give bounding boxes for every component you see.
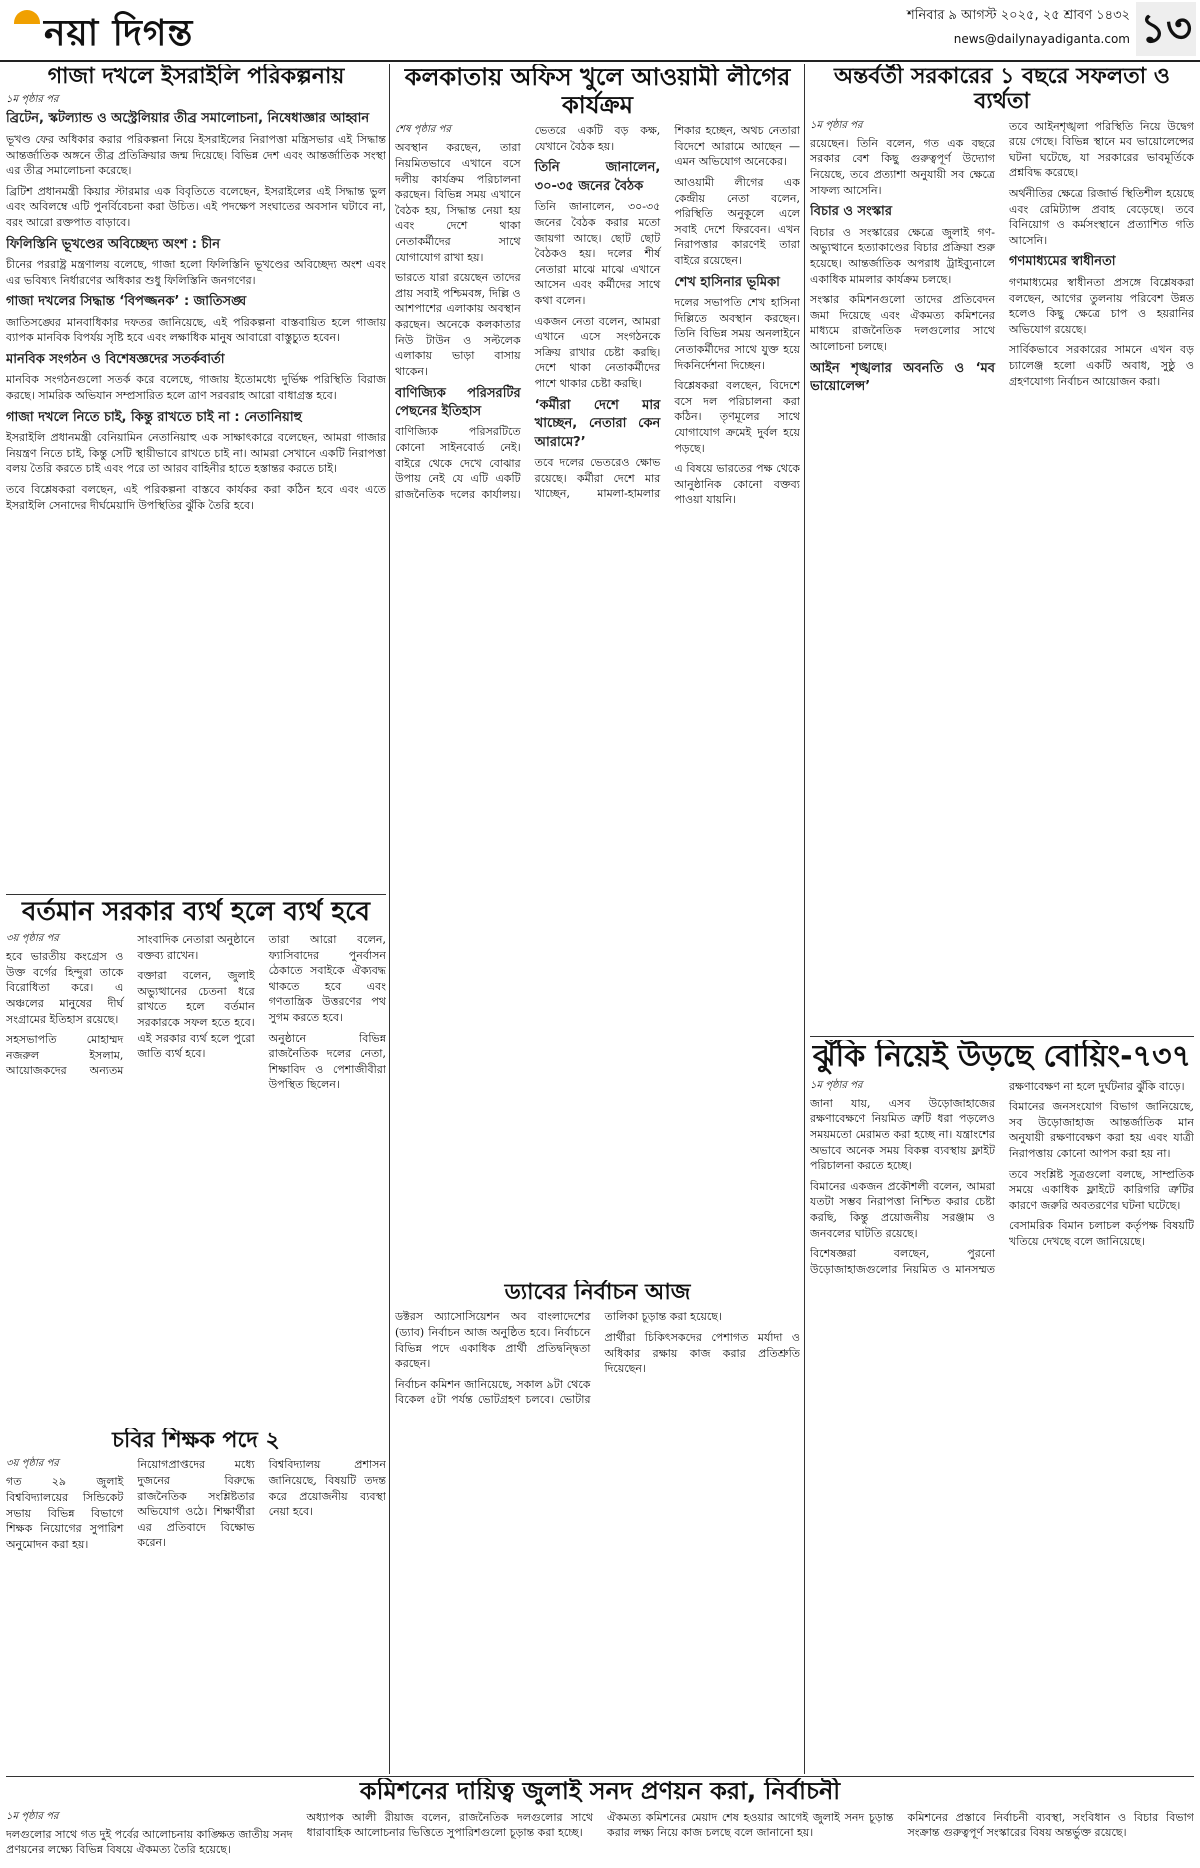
headline: বর্তমান সরকার ব্যর্থ হলে ব্যর্থ হবে [22,898,370,927]
article-body [6,1457,386,1757]
paragraph: ডক্টরস অ্যাসোসিয়েশন অব বাংলাদেশের (ড্যাব) নির্বাচন আজ অনুষ্ঠিত হবে। নির্বাচনে বিভিন্ন পদে একাধিক প্রার্থী প্রতিদ্বন্দ্বিতা করছেন। [395,1310,591,1371]
subhead: ব্রিটেন, স্কটল্যান্ড ও অস্ট্রেলিয়ার তীব্র সমালোচনা, নিষেধাজ্ঞার আহ্বান [6,111,370,127]
article-interim-govt [810,64,1194,1034]
subhead: আইন শৃঙ্খলার অবনতি ও ‘মব ভায়োলেন্স’ [810,360,995,394]
paragraph: দলগুলোর সাথে গত দুই পর্বের আলোচনায় কাঙ্ক্ষিত জাতীয় সনদ প্রণয়নের লক্ষ্যে বিভিন্ন বিষয়ে ঐকমত্য তৈরি হয়েছে। [6,1827,293,1857]
continued-label: ১ম পৃষ্ঠার পর [810,119,863,131]
article-gaza [6,64,386,890]
paragraph: বিমানের একজন প্রকৌশলী বলেন, আমরা যতটা সম্ভব নিরাপত্তা নিশ্চিত করার চেষ্টা করছি, কিন্তু প্রয়োজনীয় সরঞ্জাম ও জনবলের ঘাটতি রয়েছে। [810,1179,995,1240]
paragraph: তবে বিশ্লেষকরা বলছেন, এই পরিকল্পনা বাস্তবে কার্যকর করা কঠিন হবে এবং এতে ইসরাইলি সেনাদের দীর্ঘমেয়াদি উপস্থিতির ঝুঁকি তৈরি হবে। [6,482,386,512]
paragraph: একজন নেতা বলেন, আমরা এখানে এসে সংগঠনকে সক্রিয় রাখার চেষ্টা করছি। দেশে থাকা নেতাকর্মীদের পাশে থাকার চেষ্টা করছি। [534,314,661,391]
paragraph: সহসভাপতি মোহাম্মদ নজরুল ইসলাম, আয়োজকদের অন্যতম সাংবাদিক নেতারা অনুষ্ঠানে বক্তব্য রাখেন। [6,932,255,1078]
horizontal-rule [6,894,386,895]
paragraph: বিশেষজ্ঞরা বলছেন, পুরনো উড়োজাহাজগুলোর নিয়মিত ও মানসম্মত রক্ষণাবেক্ষণ না হলে দুর্ঘটনার ঝুঁকি বাড়ে। [810,1079,1185,1276]
sun-icon [14,10,40,24]
paragraph: জানা যায়, এসব উড়োজাহাজের রক্ষণাবেক্ষণে নিয়মিত ত্রুটি ধরা পড়লেও সময়মতো মেরামত করা হচ্ছে না। যন্ত্রাংশের অভাবে অনেক সময় বিকল্প ব্যবস্থায় ফ্লাইট পরিচালনা করতে হচ্ছে। [810,1096,995,1173]
subhead: শেখ হাসিনার ভূমিকা [674,274,780,290]
masthead [0,0,1200,62]
paragraph: বিশ্ববিদ্যালয় প্রশাসন জানিয়েছে, বিষয়টি তদন্ত করে প্রয়োজনীয় ব্যবস্থা নেয়া হবে। [268,1458,386,1519]
article-body [6,1810,1194,1858]
paragraph: বেসামরিক বিমান চলাচল কর্তৃপক্ষ বিষয়টি খতিয়ে দেখছে বলে জানিয়েছে। [1009,1219,1194,1248]
headline: চবির শিক্ষক পদে ২ [112,1428,280,1453]
continued-label: ৩য় পৃষ্ঠার পর [6,1458,59,1470]
paragraph: অধ্যাপক আলী রীয়াজ বলেন, রাজনৈতিক দলগুলোর সাথে ধারাবাহিক আলোচনার ভিত্তিতে সুপারিশগুলো চূড়ান্ত করা হচ্ছে। [306,1810,593,1840]
page-number: ১৩ [1136,2,1196,56]
subhead: ‘কর্মীরা দেশে মার খাচ্ছেন, নেতারা কেন আরামে?’ [534,397,661,450]
paragraph: ঐকমত্য কমিশনের মেয়াদ শেষ হওয়ার আগেই জুলাই সনদ চূড়ান্ত করার লক্ষ্য নিয়ে কাজ চলছে বলে জানানো হয়। [607,1810,894,1840]
headline: ড্যাবের নির্বাচন আজ [504,1280,691,1305]
paragraph: অবস্থান করছেন, তারা নিয়মিতভাবে এখানে বসে দলীয় কার্যক্রম পরিচালনা করছেন। বিভিন্ন সময় এখানে বৈঠক হয়, সিদ্ধান্ত নেয়া হয় এবং দেশে থাকা নেতাকর্মীদের সাথে যোগাযোগ রাখা হয়। [395,141,521,264]
paragraph: বিমানের জনসংযোগ বিভাগ জানিয়েছে, সব উড়োজাহাজ আন্তর্জাতিক মান অনুযায়ী রক্ষণাবেক্ষণ করা হয় এবং যাত্রী নিরাপত্তায় কোনো আপস করা হয় না। [1009,1100,1194,1160]
dateline: শনিবার ৯ আগস্ট ২০২৫, ২৫ শ্রাবণ ১৪৩২ [907,8,1130,23]
subhead: ফিলিস্তিনি ভূখণ্ডের অবিচ্ছেদ্য অংশ : চীন [6,236,221,252]
column-rule [804,64,805,1774]
subhead: তিনি জানালেন, ৩০-৩৫ জনের বৈঠক [534,160,661,194]
paragraph: অর্থনীতির ক্ষেত্রে রিজার্ভ স্থিতিশীল হয়েছে এবং রেমিট্যান্স প্রবাহ বেড়েছে। তবে বিনিয়োগ ও কর্মসংস্থানে প্রত্যাশিত গতি আসেনি। [1009,187,1194,247]
paragraph: জাতিসঙ্ঘের মানবাধিকার দফতর জানিয়েছে, এই পরিকল্পনা বাস্তবায়িত হলে গাজায় ব্যাপক মানবিক বিপর্যয় সৃষ্টি হবে এবং লক্ষাধিক মানুষ আবারো বাস্তুচ্যুত হবেন। [6,315,386,345]
article-boeing [810,1040,1194,1775]
logo-text: নয়া দিগন্ত [44,13,194,54]
paragraph: চীনের পররাষ্ট্র মন্ত্রণালয় বলেছে, গাজা হলো ফিলিস্তিনি ভূখণ্ডের অবিচ্ছেদ্য অংশ এবং এর ভবিষ্যৎ নির্ধারণের অধিকার শুধু ফিলিস্তিনি জনগণের। [6,258,386,287]
paragraph: নিয়োগপ্রাপ্তদের মধ্যে দুজনের বিরুদ্ধে রাজনৈতিক সংশ্লিষ্টতার অভিযোগ ওঠে। শিক্ষার্থীরা এর প্রতিবাদে বিক্ষোভ করেন। [137,1458,255,1550]
subhead: বাণিজ্যিক পরিসরটির পেছনের ইতিহাস [395,385,521,419]
paragraph: সার্বিকভাবে সরকারের সামনে এখন বড় চ্যালেঞ্জ হলো একটি অবাধ, সুষ্ঠু ও গ্রহণযোগ্য নির্বাচন আয়োজন করা। [1009,343,1194,388]
paragraph: বিচার ও সংস্কারের ক্ষেত্রে জুলাই গণ-অভ্যুত্থানে হত্যাকাণ্ডের বিচার প্রক্রিয়া শুরু হয়েছে। আন্তর্জাতিক অপরাধ ট্রাইব্যুনালে একাধিক মামলার কার্যক্রম চলছে। [810,225,995,286]
continued-label: ৩য় পৃষ্ঠার পর [6,932,59,944]
paragraph: বাণিজ্যিক পরিসরটিতে কোনো সাইনবোর্ড নেই। বাইরে থেকে দেখে বোঝার উপায় নেই যে এটি একটি রাজনৈতিক দলের কার্যালয়। ভেতরে একটি বড় কক্ষ, যেখানে বৈঠক হয়। [395,124,661,501]
article-body [810,1079,1194,1759]
paragraph: ইসরাইলি প্রধানমন্ত্রী বেনিয়ামিন নেতানিয়াহু এক সাক্ষাৎকারে বলেছেন, আমরা গাজার নিয়ন্ত্রণ নিতে চাই, কিন্তু সেটি স্থায়ীভাবে রাখতে চাই না। আমরা সেখানে একটি নিরাপত্তা বলয় তৈরি করতে চাই এবং পরে তা আরব বাহিনীর হাতে হস্তান্তর করতে চাই। [6,431,386,476]
headline: অন্তর্বর্তী সরকারের ১ বছরে সফলতা ও ব্যর্থতা [834,64,1170,115]
paragraph: মানবিক সংগঠনগুলো সতর্ক করে বলেছে, গাজায় ইতোমধ্যে দুর্ভিক্ষ পরিস্থিতি বিরাজ করছে। সামরিক অভিযান সম্প্রসারিত হলে ত্রাণ সরবরাহ আরো বাধাগ্রস্ত হবে। [6,373,386,402]
horizontal-rule [810,1036,1194,1037]
paragraph: আওয়ামী লীগের এক কেন্দ্রীয় নেতা বলেন, পরিস্থিতি অনুকূলে এলে সবাই দেশে ফিরবেন। এখন নিরাপত্তার কারণেই তারা বাইরে রয়েছেন। [674,176,800,268]
paragraph: রয়েছেন। তিনি বলেন, গত এক বছরে সরকার বেশ কিছু গুরুত্বপূর্ণ উদ্যোগ নিয়েছে, তবে প্রত্যাশা অনুযায়ী সব ক্ষেত্রে সাফল্য আসেনি। [810,136,995,197]
headline: ঝুঁকি নিয়েই উড়ছে বোয়িং-৭৩৭ [812,1040,1192,1074]
article-body [810,119,1194,1034]
article-cu-teachers [6,1428,386,1773]
continued-label: ১ম পৃষ্ঠার পর [6,94,59,106]
paragraph: গণমাধ্যমের স্বাধীনতা প্রসঙ্গে বিশ্লেষকরা বলছেন, আগের তুলনায় পরিবেশ উন্নত হলেও কিছু ক্ষেত্রে চাপ ও হয়রানির অভিযোগ রয়েছে। [1009,275,1194,336]
article-dab-election [395,1280,800,1775]
horizontal-rule [6,1776,1194,1777]
article-body [395,1309,800,1408]
paragraph: বিশ্লেষকরা বলছেন, বিদেশে বসে দল পরিচালনা করা কঠিন। তৃণমূলের সাথে যোগাযোগ ক্রমেই দুর্বল হয়ে পড়ছে। [674,379,800,455]
paragraph: তিনি জানালেন, ৩০-৩৫ জনের বৈঠক করার মতো জায়গা আছে। ছোট ছোট বৈঠকও হয়। দলের শীর্ষ নেতারা মাঝে মাঝে এখানে আসেন এবং কর্মীদের সাথে কথা বলেন। [534,200,661,307]
paragraph: তবে আইনশৃঙ্খলা পরিস্থিতি নিয়ে উদ্বেগ রয়ে গেছে। বিভিন্ন স্থানে মব ভায়োলেন্সের ঘটনা ঘটেছে, যা সরকারের ভাবমূর্তিকে প্রশ্নবিদ্ধ করেছে। [1009,119,1194,180]
paragraph: গত ২৯ জুলাই বিশ্ববিদ্যালয়ের সিন্ডিকেট সভায় বিভিন্ন বিভাগে শিক্ষক নিয়োগের সুপারিশ অনুমোদন করা হয়। [6,1475,124,1551]
continued-label: শেষ পৃষ্ঠার পর [395,124,451,136]
continued-label: ১ম পৃষ্ঠার পর [810,1079,863,1091]
subhead: গণমাধ্যমের স্বাধীনতা [1009,254,1116,270]
paragraph: নির্বাচন কমিশন জানিয়েছে, সকাল ৯টা থেকে বিকেল ৫টা পর্যন্ত ভোটগ্রহণ চলবে। ভোটার তালিকা চূড়ান্ত করা হয়েছে। [395,1310,722,1407]
paragraph: সংস্কার কমিশনগুলো তাদের প্রতিবেদন জমা দিয়েছে এবং ঐকমত্য কমিশনের মাধ্যমে রাজনৈতিক দলগুলোর সাথে আলোচনা চলছে। [810,293,995,353]
article-body [6,93,386,518]
newspaper-logo [14,6,193,66]
paragraph: তারা আরো বলেন, ফ্যাসিবাদের পুনর্বাসন ঠেকাতে সবাইকে ঐক্যবদ্ধ থাকতে হবে এবং গণতান্ত্রিক উত্তরণের পথ সুগম করতে হবে। [268,932,386,1024]
paragraph: তবে সংশ্লিষ্ট সূত্রগুলো বলছে, সাম্প্রতিক সময়ে একাধিক ফ্লাইটে কারিগরি ত্রুটির কারণে জরুরি অবতরণের ঘটনা ঘটেছে। [1009,1167,1194,1212]
subhead: বিচার ও সংস্কার [810,204,892,220]
paragraph: দলের সভাপতি শেখ হাসিনা দিল্লিতে অবস্থান করছেন। তিনি বিভিন্ন সময় অনলাইনে নেতাকর্মীদের সাথে যুক্ত হয়ে দিকনির্দেশনা দিচ্ছেন। [674,296,800,372]
headline: কলকাতায় অফিস খুলে আওয়ামী লীগের কার্যক্রম [404,64,791,119]
subhead: মানবিক সংগঠন ও বিশেষজ্ঞদের সতর্কবার্তা [6,351,225,367]
paragraph: প্রার্থীরা চিকিৎসকদের পেশাগত মর্যাদা ও অধিকার রক্ষায় কাজ করার প্রতিশ্রুতি দিয়েছেন। [604,1330,800,1376]
paragraph: কমিশনের প্রস্তাবে নির্বাচনী ব্যবস্থা, সংবিধান ও বিচার বিভাগ সংক্রান্ত গুরুত্বপূর্ণ সংস্কারের বিষয় অন্তর্ভুক্ত রয়েছে। [907,1810,1194,1840]
article-commission [6,1778,1194,1866]
paragraph: ভারতে যারা রয়েছেন তাদের প্রায় সবাই পশ্চিমবঙ্গ, দিল্লি ও আশপাশের এলাকায় অবস্থান করছেন। অনেকে কলকাতার নিউ টাউন ও সল্টলেক এলাকায় ভাড়া বাসায় থাকেন। [395,271,521,378]
article-current-govt [6,898,386,1424]
article-body [6,932,386,1402]
subhead: গাজা দখলে নিতে চাই, কিন্তু রাখতে চাই না : নেতানিয়াহু [6,409,302,425]
website: news@dailynayadiganta.com [953,32,1130,46]
continued-label: ১ম পৃষ্ঠার পর [6,1810,59,1822]
paragraph: এ বিষয়ে ভারতের পক্ষ থেকে আনুষ্ঠানিক কোনো বক্তব্য পাওয়া যায়নি। [674,462,800,507]
paragraph: বক্তারা বলেন, জুলাই অভ্যুত্থানের চেতনা ধরে রাখতে হলে বর্তমান সরকারকে সফল হতে হবে। এই সরকার ব্যর্থ হলে পুরো জাতি ব্যর্থ হবে। [137,969,255,1061]
subhead: গাজা দখলের সিদ্ধান্ত ‘বিপজ্জনক’ : জাতিসঙ্ঘ [6,294,247,310]
headline: কমিশনের দায়িত্ব জুলাই সনদ প্রণয়ন করা, নির্বাচনী [359,1778,841,1805]
paragraph: ভূখণ্ড ফের অধিকার করার পরিকল্পনা নিয়ে ইসরাইলের নিরাপত্তা মন্ত্রিসভার এই সিদ্ধান্ত আন্তর্জাতিক অঙ্গনে তীব্র প্রতিক্রিয়ার জন্ম দিয়েছে। বিভিন্ন দেশ এবং আন্তর্জাতিক সংস্থা এর তীব্র সমালোচনা করেছে। [6,132,386,178]
paragraph: ব্রিটিশ প্রধানমন্ত্রী কিয়ার স্টারমার এক বিবৃতিতে বলেছেন, ইসরাইলের এই সিদ্ধান্ত ভুল এবং অবিলম্বে এটি পুনর্বিবেচনা করা উচিত। এই পদক্ষেপ সংঘাতের অবসান ঘটাবে না, বরং আরো রক্তপাত বাড়াবে। [6,184,386,229]
column-rule [389,64,390,1774]
paragraph: হবে ভারতীয় কংগ্রেস ও উক্ত বর্গের হিন্দুরা তাকে বিরোধিতা করে। এ অঞ্চলের মানুষের দীর্ঘ সংগ্রামের ইতিহাস রয়েছে। [6,950,124,1026]
paragraph: তবে দলের ভেতরেও ক্ষোভ রয়েছে। কর্মীরা দেশে মার খাচ্ছেন, মামলা-হামলার শিকার হচ্ছেন, অথচ নেতারা বিদেশে আরামে আছেন — এমন অভিযোগ অনেকের। [534,124,800,501]
paragraph: অনুষ্ঠানে বিভিন্ন রাজনৈতিক দলের নেতা, শিক্ষাবিদ ও পেশাজীবীরা উপস্থিত ছিলেন। [268,1031,386,1092]
headline: গাজা দখলে ইসরাইলি পরিকল্পনায় [47,64,345,89]
